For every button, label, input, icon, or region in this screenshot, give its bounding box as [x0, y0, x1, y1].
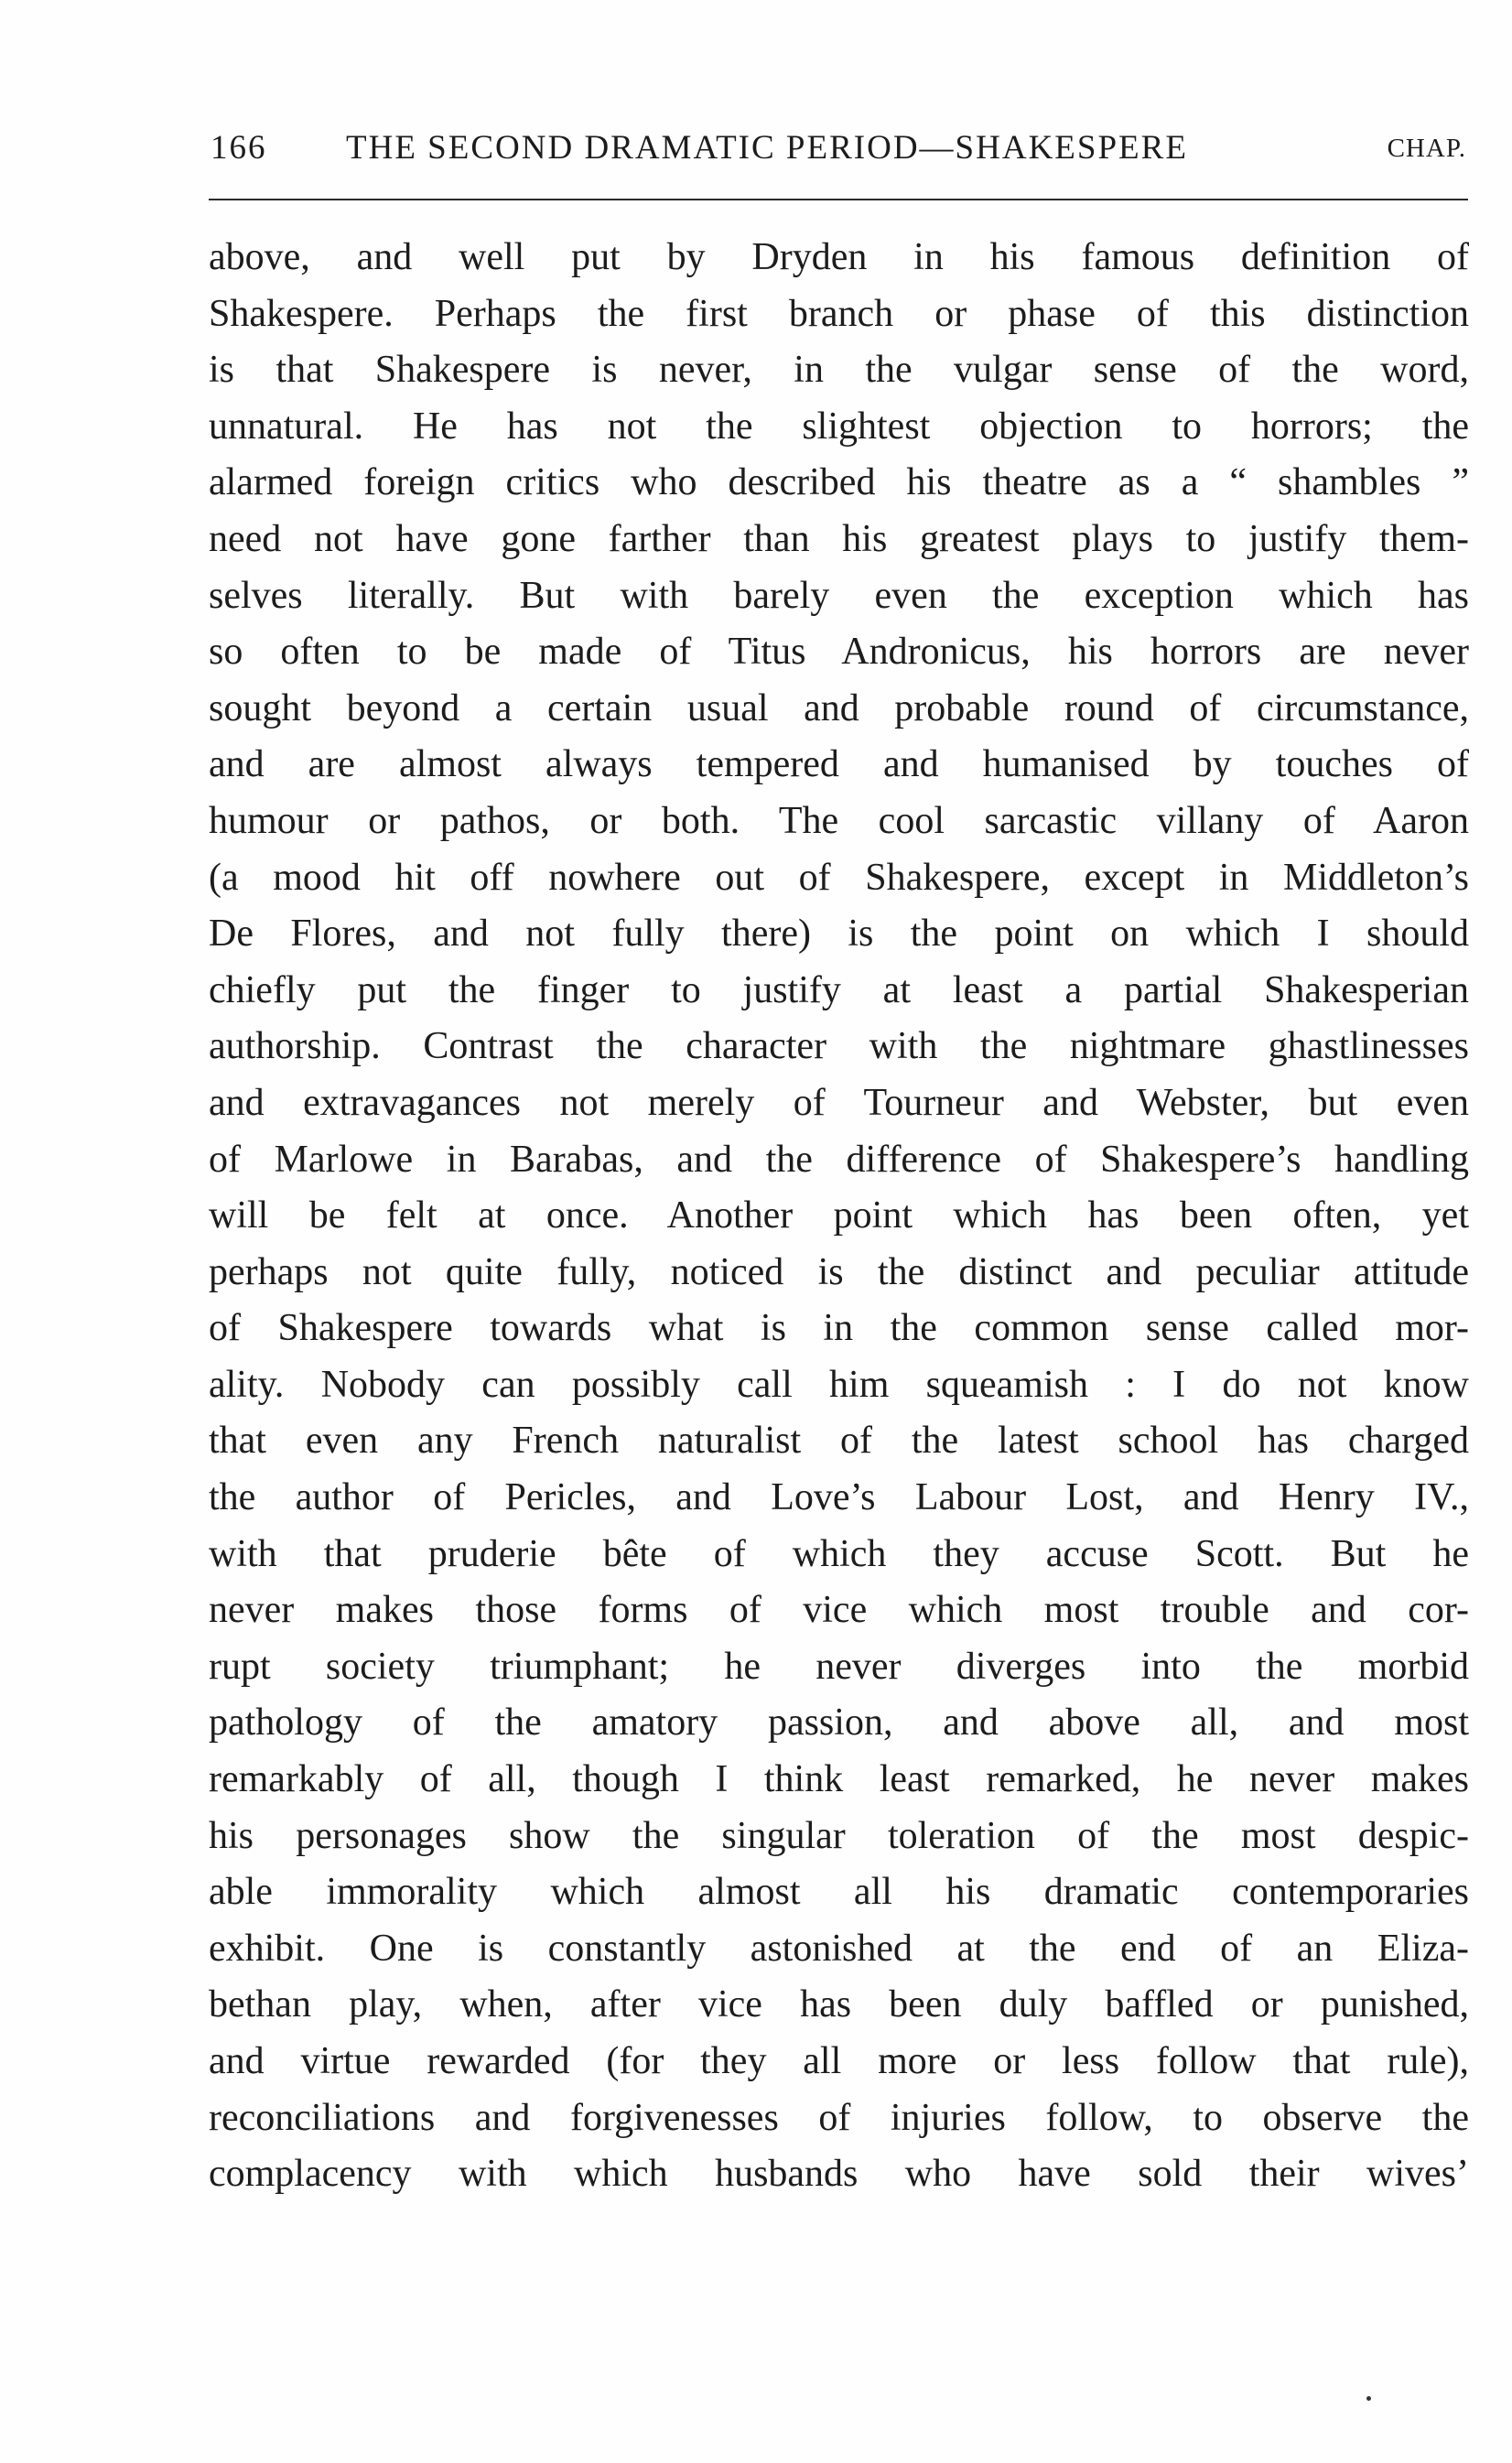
- text-line: humour or pathos, or both. The cool sarcastic villany of Aaron: [209, 799, 1469, 842]
- text-line: reconciliations and forgivenesses of injuries follow, to observe the: [209, 2096, 1469, 2139]
- text-line: is that Shakespere is never, in the vulgar sense of the word,: [209, 349, 1469, 392]
- text-line: able immorality which almost all his dramatic contemporaries: [209, 1871, 1469, 1914]
- running-head: [211, 128, 1466, 183]
- text-line: unnatural. He has not the slightest objection to horrors; the: [209, 405, 1469, 448]
- text-line: above, and well put by Dryden in his famous definition of: [209, 236, 1469, 278]
- text-line: perhaps not quite fully, noticed is the distinct and peculiar attitude: [209, 1250, 1469, 1293]
- text-line: with that pruderie bête of which they accuse Scott. But he: [209, 1532, 1469, 1575]
- text-line: so often to be made of Titus Andronicus, his horrors are never: [209, 631, 1469, 674]
- page-number: 166: [211, 129, 267, 167]
- text-line: exhibit. One is constantly astonished at the end of an Eliza-: [209, 1927, 1469, 1970]
- text-line: chiefly put the finger to justify at least a partial Shakesperian: [209, 968, 1469, 1011]
- header-rule: [209, 199, 1468, 200]
- text-line: Shakespere. Perhaps the first branch or phase of this distinction: [209, 292, 1469, 335]
- text-line: never makes those forms of vice which most trouble and cor-: [209, 1589, 1469, 1632]
- text-line: his personages show the singular toleration of the most despic-: [209, 1814, 1469, 1857]
- text-line: and are almost always tempered and humanised by touches of: [209, 743, 1469, 786]
- print-speck: [1366, 2396, 1371, 2401]
- text-line: of Shakespere towards what is in the common sense called mor-: [209, 1307, 1469, 1350]
- text-line: alarmed foreign critics who described his theatre as a “ shambles ”: [209, 461, 1469, 504]
- text-line: complacency with which husbands who have sold their wives’: [209, 2153, 1469, 2196]
- text-line: selves literally. But with barely even the exception which has: [209, 574, 1469, 617]
- body-text: [209, 230, 1469, 2203]
- text-line: ality. Nobody can possibly call him squeamish : I do not know: [209, 1363, 1469, 1406]
- text-line: pathology of the amatory passion, and above all, and most: [209, 1701, 1469, 1745]
- text-line: rupt society triumphant; he never diverges into the morbid: [209, 1645, 1469, 1688]
- text-line: of Marlowe in Barabas, and the difference of Shakespere’s handling: [209, 1138, 1469, 1181]
- text-line: need not have gone farther than his greatest plays to justify them-: [209, 517, 1469, 560]
- text-line: De Flores, and not fully there) is the point on which I should: [209, 913, 1469, 956]
- text-line: remarkably of all, though I think least remarked, he never makes: [209, 1758, 1469, 1801]
- text-line: authorship. Contrast the character with the nightmare ghastlinesses: [209, 1025, 1469, 1068]
- text-line: (a mood hit off nowhere out of Shakespere, except in Middleton’s: [209, 856, 1469, 899]
- running-title: THE SECOND DRAMATIC PERIOD—SHAKESPERE: [346, 129, 1188, 167]
- text-line: and extravagances not merely of Tourneur and Webster, but even: [209, 1081, 1469, 1124]
- text-line: the author of Pericles, and Love’s Labour Lost, and Henry IV.,: [209, 1476, 1469, 1519]
- text-line: and virtue rewarded (for they all more or less follow that rule),: [209, 2040, 1469, 2082]
- text-line: that even any French naturalist of the latest school has charged: [209, 1420, 1469, 1463]
- chapter-label: CHAP.: [1387, 134, 1466, 163]
- text-line: will be felt at once. Another point which has been often, yet: [209, 1194, 1469, 1237]
- text-line: sought beyond a certain usual and probable round of circumstance,: [209, 686, 1469, 729]
- text-line: bethan play, when, after vice has been duly baffled or punished,: [209, 1983, 1469, 2026]
